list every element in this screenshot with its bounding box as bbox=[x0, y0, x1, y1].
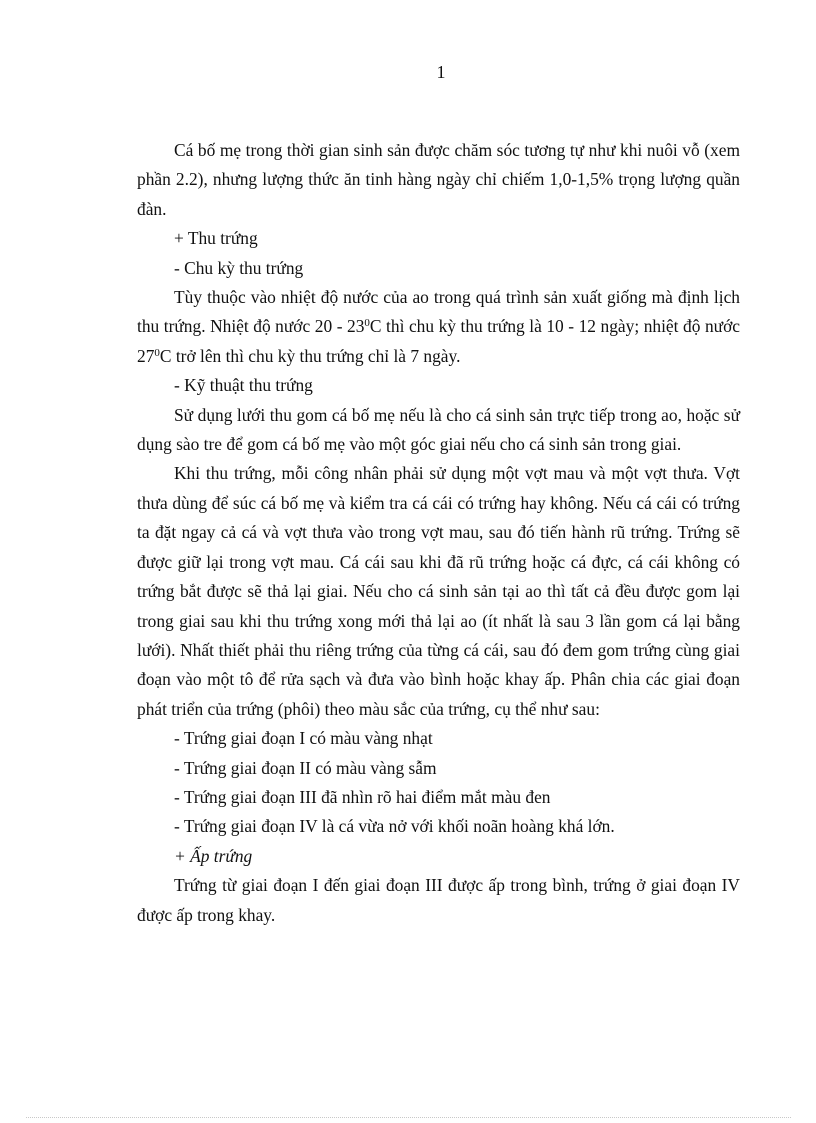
stage-item-1: - Trứng giai đoạn I có màu vàng nhạt bbox=[174, 728, 433, 749]
paragraph-collection-procedure: Khi thu trứng, mỗi công nhân phải sử dụng một vợt mau và một vợt thưa. Vợt thưa dùng để súc cá bố mẹ và kiểm tra cá cái có trứng hay không. Nếu cá cái có trứng ta đặt ngay cả cá và vợt thưa vào trong vợt mau, sau đó tiến hành rũ trứng. Trứng sẽ được giữ lại trong vợt mau. Cá cái sau khi đã rũ trứng hoặc cá đực, cá cái không có trứng bắt được sẽ thả lại giai. Nếu cho cá sinh sản tại ao thì tất cả đều được gom lại trong giai sau khi thu trứng xong mới thả lại ao (ít nhất là sau 3 lần gom cá lại bằng lưới). Nhất thiết phải thu riêng trứng của từng cá cái, sau đó đem gom trứng cùng giai đoạn vào một tô để rửa sạch và đưa vào bình hoặc khay ấp. Phân chia các giai đoạn phát triển của trứng (phôi) theo màu sắc của trứng, cụ thể như sau: bbox=[137, 463, 740, 719]
subheading-collection-cycle: - Chu kỳ thu trứng bbox=[174, 257, 304, 278]
degree-superscript: 0 bbox=[154, 346, 160, 359]
heading-egg-collection: + Thu trứng bbox=[174, 228, 258, 249]
degree-superscript: 0 bbox=[364, 317, 370, 330]
footer-divider bbox=[26, 1117, 791, 1118]
page-number: 1 bbox=[436, 62, 446, 82]
paragraph-broodstock-care: Cá bố mẹ trong thời gian sinh sản được chăm sóc tương tự như khi nuôi vỗ (xem phần 2.2), nhưng lượng thức ăn tinh hàng ngày chỉ chiếm 1,0-1,5% trọng lượng quần đàn. bbox=[137, 140, 740, 219]
cycle-text-part-2: C thì chu kỳ thu trứng là 10 - 12 ngày; nhiệt độ nước 27 bbox=[137, 316, 740, 366]
paragraph-net-gathering: Sử dụng lưới thu gom cá bố mẹ nếu là cho cá sinh sản trực tiếp trong ao, hoặc sử dụng sào tre để gom cá bố mẹ vào một góc giai nếu cho cá sinh sản trong giai. bbox=[137, 404, 740, 455]
cycle-text-part-3: C trở lên thì chu kỳ thu trứng chỉ là 7 ngày. bbox=[159, 345, 461, 366]
stage-item-2: - Trứng giai đoạn II có màu vàng sẫm bbox=[174, 757, 437, 778]
heading-incubation: + Ấp trứng bbox=[174, 845, 253, 866]
paragraph-incubation: Trứng từ giai đoạn I đến giai đoạn III được ấp trong bình, trứng ở giai đoạn IV được ấp trong khay. bbox=[137, 875, 740, 925]
document-body bbox=[137, 136, 740, 930]
paragraph-collection-cycle bbox=[137, 283, 740, 371]
stage-item-3: - Trứng giai đoạn III đã nhìn rõ hai điểm mắt màu đen bbox=[174, 786, 551, 807]
stage-item-4: - Trứng giai đoạn IV là cá vừa nở với khối noãn hoàng khá lớn. bbox=[174, 816, 615, 837]
cycle-text-part-1: Tùy thuộc vào nhiệt độ nước của ao trong quá trình sản xuất giống mà định lịch thu trứng. Nhiệt độ nước 20 - 23 bbox=[137, 287, 740, 337]
subheading-collection-technique: - Kỹ thuật thu trứng bbox=[174, 375, 313, 396]
